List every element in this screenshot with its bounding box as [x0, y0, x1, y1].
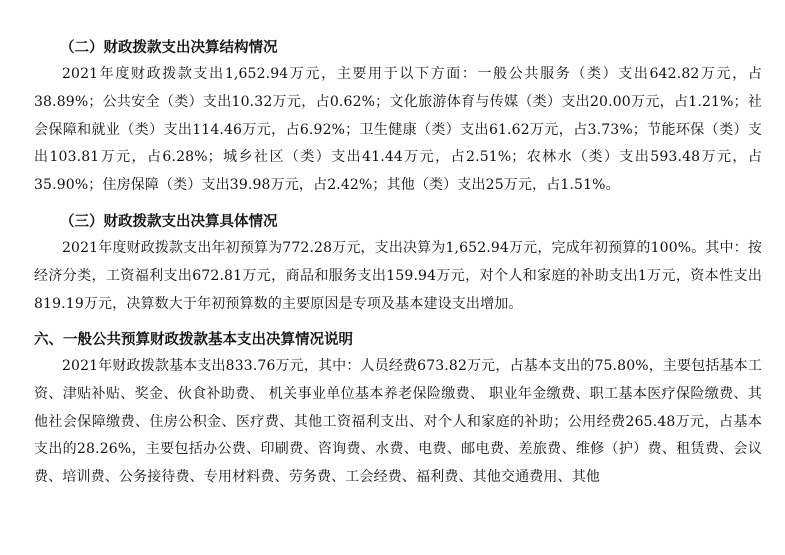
section-heading-basic-expenditure: 六、一般公共预算财政拨款基本支出决算情况说明	[34, 332, 353, 348]
paragraph-basic-expenditure: 2021年财政拨款基本支出833.76万元，其中：人员经费673.82万元，占基本支出的75.80%，主要包括基本工资、津贴补贴、奖金、伙食补助费、 机关事业单位基本养老保险缴费、 职业年金缴费、职工基本医疗保险缴费、其他社会保障缴费、住房公积金、医疗费、其他工资福利支出、对个人和家庭的补助；公用经费265.48万元，占基本支出的28.26%，主要包括办公费、印刷费、咨询费、水费、电费、邮电费、差旅费、维修（护）费、租赁费、会议费、培训费、公务接待费、专用材料费、劳务费、工会经费、福利费、其他交通费用、其他	[34, 358, 762, 486]
paragraph-expenditure-structure: 2021年度财政拨款支出1,652.94万元，主要用于以下方面：一般公共服务（类）支出642.82万元，占38.89%；公共安全（类）支出10.32万元，占0.62%；文化旅游体育与传媒（类）支出20.00万元，占1.21%；社会保障和就业（类）支出114.46万元，占6.92%；卫生健康（类）支出61.62万元，占3.73%；节能环保（类）支出103.81万元，占6.28%；城乡社区（类）支出41.44万元，占2.51%；农林水（类）支出593.48万元，占35.90%；住房保障（类）支出39.98万元，占2.42%；其他（类）支出25万元，占1.51%。	[34, 66, 762, 194]
section-heading-structure: （二）财政拨款支出决算结构情况	[60, 40, 278, 56]
section-heading-details: （三）财政拨款支出决算具体情况	[60, 214, 278, 230]
paragraph-expenditure-details: 2021年度财政拨款支出年初预算为772.28万元，支出决算为1,652.94万元，完成年初预算的100%。其中：按经济分类，工资福利支出672.81万元，商品和服务支出159.94万元，对个人和家庭的补助支出1万元，资本性支出819.19万元，决算数大于年初预算数的主要原因是专项及基本建设支出增加。	[34, 240, 762, 312]
